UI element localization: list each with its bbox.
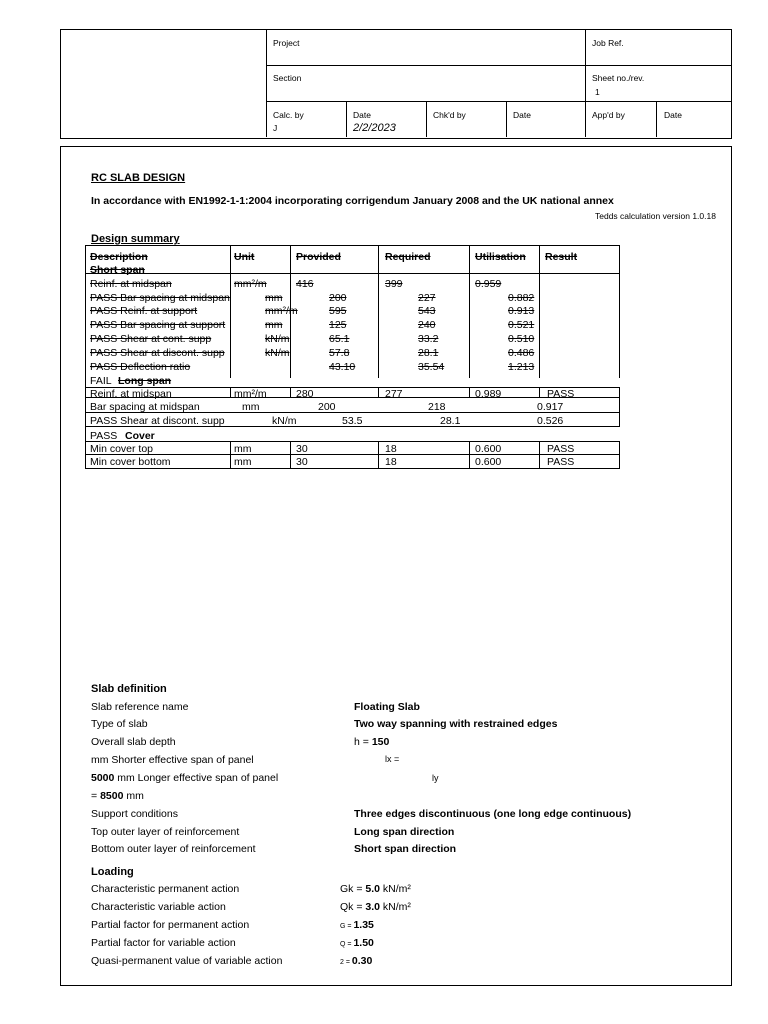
support-value: Three edges discontinuous (one long edge continuous) <box>354 808 632 820</box>
row-required: 33.2 <box>418 333 439 345</box>
row-provided: 125 <box>329 319 347 331</box>
row-provided: 53.5 <box>342 415 363 427</box>
long-span-unit: mm <box>123 790 144 802</box>
row-required: 18 <box>385 456 397 468</box>
row-required: 227 <box>418 292 436 304</box>
row-desc: Reinf. at midspan <box>90 278 172 290</box>
row-unit: mm²/m <box>265 305 298 317</box>
top-layer-label: Top outer layer of reinforcement <box>91 826 240 838</box>
header-frame <box>60 29 732 139</box>
pf-var-number: 1.50 <box>353 937 374 949</box>
summary-title: Design summary <box>91 233 180 245</box>
row-unit: kN/m <box>265 333 290 345</box>
date-value: 2/2/2023 <box>353 122 396 134</box>
col-header-result: Result <box>545 251 578 263</box>
perm-label: Characteristic permanent action <box>91 883 240 895</box>
row-required: 218 <box>428 401 446 413</box>
col-header-utilisation: Utilisation <box>475 251 526 263</box>
date3-label: Date <box>664 110 682 120</box>
quasi-number: 0.30 <box>351 955 373 967</box>
row-provided: 280 <box>296 388 314 400</box>
row-required: 28.1 <box>418 347 439 359</box>
sheet-label: Sheet no./rev. <box>592 73 645 83</box>
doc-title: RC SLAB DESIGN <box>91 172 186 184</box>
short-span-number: 5000 <box>91 772 115 784</box>
cover-label: Cover <box>125 430 155 442</box>
long-span-number: 8500 <box>100 790 124 802</box>
loading-title: Loading <box>91 866 134 878</box>
pass-result: PASS <box>90 430 118 442</box>
fail-result: FAIL <box>90 375 112 387</box>
support-label: Support conditions <box>91 808 178 820</box>
var-unit: kN/m² <box>380 901 411 913</box>
section-label: Section <box>273 73 302 83</box>
pf-var-symbol: Q = <box>340 941 354 948</box>
row-provided: 30 <box>296 443 308 455</box>
row-desc: Min cover bottom <box>90 456 171 468</box>
pf-perm-label: Partial factor for permanent action <box>91 919 250 931</box>
sheet-value: 1 <box>595 87 600 97</box>
row-util: 0.959 <box>475 278 502 290</box>
row-provided: 57.8 <box>329 347 350 359</box>
slab-long-eq: ly <box>432 773 439 783</box>
row-desc: Min cover top <box>90 443 154 455</box>
row-provided: 65.1 <box>329 333 350 345</box>
row-provided: 43.10 <box>329 361 356 373</box>
row-util: 0.486 <box>508 347 535 359</box>
date-label: Date <box>353 110 371 120</box>
row-provided: 30 <box>296 456 308 468</box>
project-label: Project <box>273 38 300 48</box>
chkd-label: Chk'd by <box>433 110 466 120</box>
slab-type-label: Type of slab <box>91 718 148 730</box>
long-eq-sign: = <box>91 790 101 802</box>
appd-label: App'd by <box>592 110 625 120</box>
short-span-label: Short span <box>90 264 145 276</box>
row-required: 18 <box>385 443 397 455</box>
row-unit: mm²/m <box>234 278 267 290</box>
row-provided: 595 <box>329 305 347 317</box>
row-desc: PASS Shear at discont. supp <box>90 347 225 359</box>
row-desc: PASS Bar spacing at midspan <box>90 292 230 304</box>
bottom-layer-label: Bottom outer layer of reinforcement <box>91 843 256 855</box>
pf-perm-value <box>340 919 374 931</box>
depth-number: 150 <box>371 736 390 748</box>
row-util: 0.521 <box>508 319 535 331</box>
row-required: 399 <box>385 278 403 290</box>
pf-var-label: Partial factor for variable action <box>91 937 236 949</box>
slab-depth-label: Overall slab depth <box>91 736 176 748</box>
pf-perm-number: 1.35 <box>353 919 374 931</box>
var-value <box>340 901 411 913</box>
row-required: 28.1 <box>440 415 461 427</box>
row-util: 0.989 <box>475 388 502 400</box>
row-unit: mm <box>234 443 252 455</box>
col-header-provided: Provided <box>296 251 341 263</box>
row-desc: Bar spacing at midspan <box>90 401 200 413</box>
row-unit: mm <box>265 292 283 304</box>
slab-ref-value: Floating Slab <box>354 701 420 713</box>
doc-version: Tedds calculation version 1.0.18 <box>595 211 716 221</box>
slab-long-value <box>91 790 144 802</box>
row-unit: mm <box>234 456 252 468</box>
row-desc: PASS Reinf. at support <box>90 305 198 317</box>
slab-short-eq: lx = <box>385 754 400 764</box>
row-unit: mm <box>242 401 260 413</box>
long-span-label: Long span <box>118 375 172 387</box>
quasi-label: Quasi-permanent value of variable action <box>91 955 283 967</box>
var-number: 3.0 <box>365 901 380 913</box>
row-unit: kN/m <box>272 415 297 427</box>
long-span-text: mm Longer effective span of panel <box>114 772 279 784</box>
row-desc: PASS Shear at discont. supp <box>90 415 225 427</box>
slab-depth-value <box>354 736 389 748</box>
row-desc: PASS Bar spacing at support <box>90 319 226 331</box>
row-provided: 416 <box>296 278 314 290</box>
pf-perm-symbol: G = <box>340 923 354 930</box>
row-result: PASS <box>547 456 575 468</box>
slab-ref-label: Slab reference name <box>91 701 189 713</box>
row-util: 0.600 <box>475 443 502 455</box>
row-util: 0.526 <box>537 415 564 427</box>
calcby-label: Calc. by <box>273 110 304 120</box>
perm-symbol: Gk = <box>340 883 366 895</box>
perm-unit: kN/m² <box>380 883 411 895</box>
var-label: Characteristic variable action <box>91 901 226 913</box>
pf-var-value <box>340 937 374 949</box>
row-provided: 200 <box>318 401 336 413</box>
doc-subtitle: In accordance with EN1992-1-1:2004 incorporating corrigendum January 2008 and the UK national annex <box>91 195 614 207</box>
calc-frame <box>60 146 732 986</box>
row-result: PASS <box>547 443 575 455</box>
row-util: 1.213 <box>508 361 535 373</box>
row-unit: mm <box>265 319 283 331</box>
row-desc: PASS Deflection ratio <box>90 361 191 373</box>
row-provided: 200 <box>329 292 347 304</box>
slab-type-value: Two way spanning with restrained edges <box>354 718 558 730</box>
row-util: 0.510 <box>508 333 535 345</box>
row-unit: kN/m <box>265 347 290 359</box>
perm-number: 5.0 <box>365 883 380 895</box>
depth-symbol: h = <box>354 736 372 748</box>
row-desc: PASS Shear at cont. supp <box>90 333 212 345</box>
date2-label: Date <box>513 110 531 120</box>
row-required: 277 <box>385 388 403 400</box>
slab-short-label: mm Shorter effective span of panel <box>91 754 254 766</box>
row-util: 0.913 <box>508 305 535 317</box>
row-required: 543 <box>418 305 436 317</box>
row-util: 0.882 <box>508 292 535 304</box>
row-util: 0.917 <box>537 401 564 413</box>
row-util: 0.600 <box>475 456 502 468</box>
quasi-symbol: 2 = <box>340 959 352 966</box>
slab-def-title: Slab definition <box>91 683 167 695</box>
slab-long-label <box>91 772 278 784</box>
row-desc: Reinf. at midspan <box>90 388 172 400</box>
row-unit: mm²/m <box>234 388 267 400</box>
quasi-value <box>340 955 372 967</box>
calcby-value: J <box>273 123 278 133</box>
top-layer-value: Long span direction <box>354 826 455 838</box>
col-header-required: Required <box>385 251 431 263</box>
jobref-label: Job Ref. <box>592 38 624 48</box>
var-symbol: Qk = <box>340 901 366 913</box>
row-required: 35.54 <box>418 361 445 373</box>
row-required: 240 <box>418 319 436 331</box>
col-header-unit: Unit <box>234 251 255 263</box>
col-header-description: Description <box>90 251 148 263</box>
bottom-layer-value: Short span direction <box>354 843 457 855</box>
row-result: PASS <box>547 388 575 400</box>
perm-value <box>340 883 411 895</box>
